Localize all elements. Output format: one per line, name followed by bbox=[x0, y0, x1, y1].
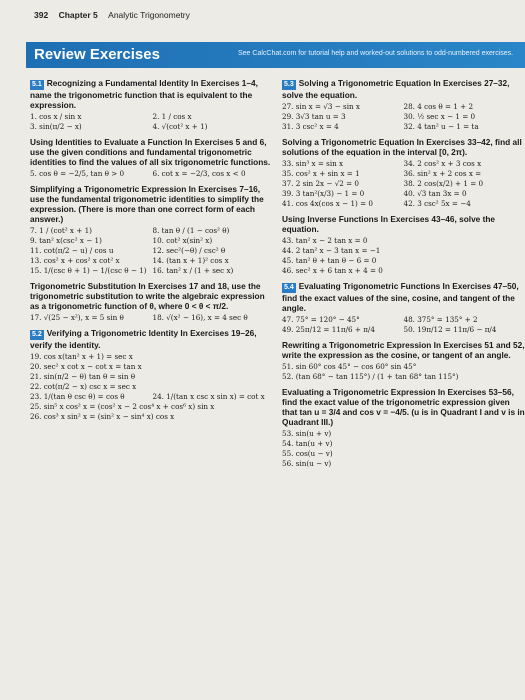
right-column bbox=[282, 78, 525, 469]
exercise-4: 4. √(cot² x + 1) bbox=[152, 122, 208, 131]
section-tag: 5.4 bbox=[284, 284, 294, 291]
section-instructions: Verifying a Trigonometric Identity In Exercises 19–26, verify the identity. bbox=[30, 328, 257, 350]
exercise-row bbox=[282, 189, 525, 199]
exercise-row bbox=[282, 102, 525, 112]
exercise-51: 51. sin 60° cos 45° − cos 60° sin 45° bbox=[282, 362, 417, 371]
exercise-32: 32. 4 tan² u − 1 = ta bbox=[403, 122, 479, 131]
exercise-7: 7. 1 / (cot² x + 1) bbox=[30, 226, 92, 235]
section-rewrite: Rewriting a Trigonometric Expression In Exercises 51 and 52, write the expression as the cosine, or tangent of an angle. bbox=[282, 340, 525, 360]
exercise-14: 14. (tan x + 1)² cos x bbox=[152, 256, 229, 265]
exercise-21: 21. sin(π/2 − θ) tan θ = sin θ bbox=[30, 372, 136, 381]
exercise-28: 28. 4 cos θ = 1 + 2 bbox=[403, 102, 474, 111]
section-instructions: Evaluating Trigonometric Functions In Exercises 47–50, find the exact values of the sine, cosine, and tangent of the angle. bbox=[282, 281, 519, 313]
exercise-25: 25. sin⁵ x cos² x = (cos² x − 2 cos⁴ x + cos⁶ x) sin x bbox=[30, 402, 215, 411]
exercise-17: 17. √(25 − x²), x = 5 sin θ bbox=[30, 313, 124, 322]
exercise-23: 23. 1/(tan θ csc θ) = cos θ bbox=[30, 392, 125, 401]
exercise-1: 1. cos x / sin x bbox=[30, 112, 82, 121]
exercise-40: 40. √3 tan 3x = 0 bbox=[403, 189, 467, 198]
exercise-46: 46. sec² x + 6 tan x + 4 = 0 bbox=[282, 266, 383, 275]
page-number: 392 bbox=[34, 10, 49, 20]
exercise-2: 2. 1 / cos x bbox=[152, 112, 192, 121]
exercise-53: 53. sin(u + v) bbox=[282, 429, 332, 438]
exercise-54: 54. tan(u + v) bbox=[282, 439, 333, 448]
exercise-37: 37. 2 sin 2x − √2 = 0 bbox=[282, 179, 360, 188]
exercise-row bbox=[30, 112, 275, 122]
exercise-20: 20. sec² x cot x − cot x = tan x bbox=[30, 362, 142, 371]
exercise-26: 26. cos³ x sin² x = (sin² x − sin⁴ x) cos x bbox=[30, 412, 175, 421]
exercise-22: 22. cot(π/2 − x) csc x = sec x bbox=[30, 382, 137, 391]
section-5-3 bbox=[282, 78, 525, 100]
exercise-13: 13. cos² x + cos² x cot² x bbox=[30, 256, 120, 265]
exercise-31: 31. 3 csc² x = 4 bbox=[282, 122, 339, 131]
exercise-41: 41. cos 4x(cos x − 1) = 0 bbox=[282, 199, 373, 208]
section-substitution: Trigonometric Substitution In Exercises 17 and 18, use the trigonometric substitution to write the algebraic expression as a trigonometric function of θ, where 0 < θ < π/2. bbox=[30, 281, 265, 311]
exercise-30: 30. ½ sec x − 1 = 0 bbox=[403, 112, 476, 121]
chapter-label: Chapter 5 bbox=[58, 10, 98, 20]
exercise-36: 36. sin² x + 2 cos x = bbox=[403, 169, 482, 178]
exercise-row bbox=[282, 122, 525, 132]
exercise-42: 42. 3 csc² 5x = −4 bbox=[403, 199, 471, 208]
exercise-29: 29. 3√3 tan u = 3 bbox=[282, 112, 346, 121]
exercise-33: 33. sin³ x = sin x bbox=[282, 159, 344, 168]
exercise-3: 3. sin(π/2 − x) bbox=[30, 122, 82, 131]
chapter-title: Analytic Trigonometry bbox=[108, 10, 190, 20]
exercise-row bbox=[282, 315, 525, 325]
exercise-row bbox=[282, 325, 525, 335]
exercise-43: 43. tan² x − 2 tan x = 0 bbox=[282, 236, 368, 245]
exercise-row bbox=[282, 112, 525, 122]
exercise-8: 8. tan θ / (1 − cos² θ) bbox=[152, 226, 230, 235]
exercise-47: 47. 75° = 120° − 45° bbox=[282, 315, 360, 324]
exercise-55: 55. cos(u − v) bbox=[282, 449, 333, 458]
exercise-6: 6. cot x = −2/3, cos x < 0 bbox=[152, 169, 246, 178]
section-5-2 bbox=[30, 328, 275, 350]
exercise-10: 10. cot² x(sin² x) bbox=[152, 236, 213, 245]
exercise-row bbox=[30, 256, 275, 266]
section-instructions: Solving a Trigonometric Equation In Exercises 27–32, solve the equation. bbox=[282, 78, 510, 100]
exercise-52: 52. (tan 68° − tan 115°) / (1 + tan 68° tan 115°) bbox=[282, 372, 459, 381]
exercise-row bbox=[30, 226, 275, 236]
exercise-45: 45. tan² θ + tan θ − 6 = 0 bbox=[282, 256, 377, 265]
exercise-row bbox=[30, 236, 275, 246]
exercise-row bbox=[282, 179, 525, 189]
calcchat-link[interactable]: See CalcChat.com for tutorial help and worked-out solutions to odd-numbered exercises. bbox=[238, 50, 514, 57]
exercise-44: 44. 2 tan² x − 3 tan x = −1 bbox=[282, 246, 381, 255]
exercise-38: 38. 2 cos(x/2) + 1 = 0 bbox=[403, 179, 484, 188]
exercise-39: 39. 3 tan²(x/3) − 1 = 0 bbox=[282, 189, 365, 198]
review-banner bbox=[26, 42, 525, 68]
exercise-5: 5. cos θ = −2/5, tan θ > 0 bbox=[30, 169, 125, 178]
exercise-16: 16. tan² x / (1 + sec x) bbox=[152, 266, 234, 275]
exercise-row bbox=[30, 122, 275, 132]
section-5-4 bbox=[282, 281, 525, 313]
section-interval: Solving a Trigonometric Equation In Exercises 33–42, find all solutions of the equation in the interval [0, 2π). bbox=[282, 137, 522, 157]
exercise-12: 12. sec²(−θ) / csc² θ bbox=[152, 246, 226, 255]
running-header bbox=[34, 10, 198, 20]
exercise-49: 49. 25π/12 = 11π/6 + π/4 bbox=[282, 325, 375, 334]
section-tag: 5.2 bbox=[32, 331, 42, 338]
exercise-row bbox=[30, 392, 275, 402]
section-tag: 5.1 bbox=[32, 81, 42, 88]
section-instructions: Recognizing a Fundamental Identity In Exercises 1–4, name the trigonometric function that is equivalent to the expression. bbox=[30, 78, 258, 110]
exercise-18: 18. √(x² − 16), x = 4 sec θ bbox=[152, 313, 248, 322]
exercise-row bbox=[30, 313, 275, 323]
exercise-48: 48. 375° = 135° + 2 bbox=[403, 315, 478, 324]
section-tag: 5.3 bbox=[284, 81, 294, 88]
exercise-27: 27. sin x = √3 − sin x bbox=[282, 102, 360, 111]
exercise-56: 56. sin(u − v) bbox=[282, 459, 332, 468]
exercise-row bbox=[30, 266, 275, 276]
exercise-row bbox=[30, 169, 275, 179]
exercise-35: 35. cos² x + sin x = 1 bbox=[282, 169, 360, 178]
exercise-row bbox=[282, 159, 525, 169]
exercise-50: 50. 19π/12 = 11π/6 − π/4 bbox=[403, 325, 497, 334]
exercise-19: 19. cos x(tan² x + 1) = sec x bbox=[30, 352, 133, 361]
banner-title: Review Exercises bbox=[34, 46, 160, 63]
section-simplify: Simplifying a Trigonometric Expression In Exercises 7–16, use the fundamental trigonometric identities to simplify the expression. (There is more than one correct form of each answer.) bbox=[30, 184, 264, 224]
section-inverse: Using Inverse Functions In Exercises 43–46, solve the equation. bbox=[282, 214, 496, 234]
exercise-11: 11. cot(π/2 − u) / cos u bbox=[30, 246, 114, 255]
exercise-row bbox=[282, 169, 525, 179]
exercise-24: 24. 1/(tan x csc x sin x) = cot x bbox=[152, 392, 265, 401]
section-evaluate-expression: Evaluating a Trigonometric Expression In Exercises 53–56, find the exact value of the trigonometric expression given that tan u = 3/4 and cos v = −4/5. (u is in Quadrant I and v is in Quadrant III.) bbox=[282, 387, 525, 427]
exercise-9: 9. tan² x(csc² x − 1) bbox=[30, 236, 102, 245]
exercise-row bbox=[282, 199, 525, 209]
exercise-row bbox=[30, 246, 275, 256]
exercise-34: 34. 2 cos² x + 3 cos x bbox=[403, 159, 482, 168]
exercise-15: 15. 1/(csc θ + 1) − 1/(csc θ − 1) bbox=[30, 266, 147, 275]
section-evaluate: Using Identities to Evaluate a Function In Exercises 5 and 6, use the given conditions and fundamental trigonometric identities to find the values of all six trigonometric functions. bbox=[30, 137, 271, 167]
left-column bbox=[30, 78, 275, 422]
section-5-1 bbox=[30, 78, 275, 110]
